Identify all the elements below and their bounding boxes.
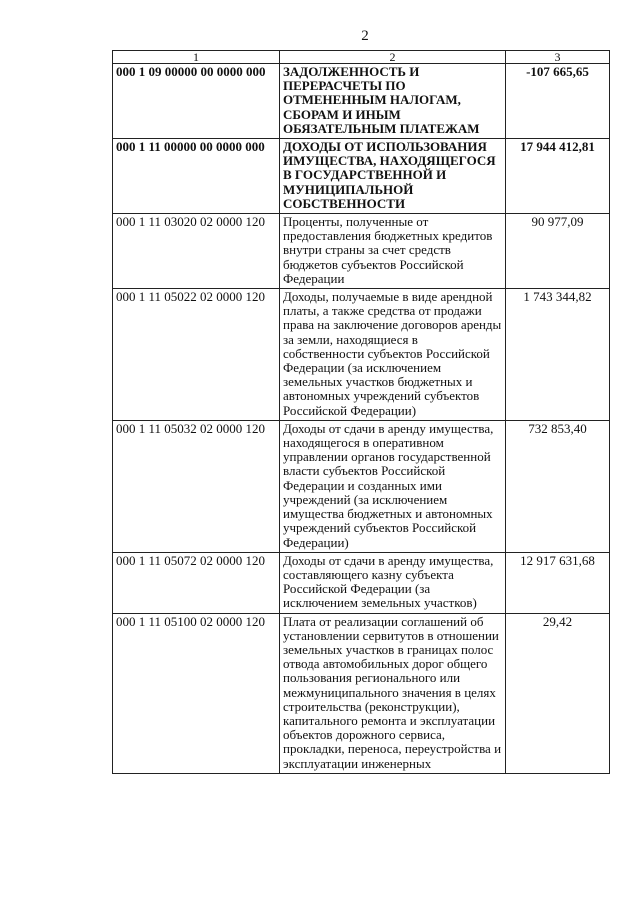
budget-code-cell: 000 1 11 05022 02 0000 120 (113, 289, 280, 421)
amount-cell: 732 853,40 (506, 420, 610, 552)
table-row (113, 613, 610, 773)
amount-cell: -107 665,65 (506, 64, 610, 139)
amount-cell: 12 917 631,68 (506, 552, 610, 613)
table-row (113, 552, 610, 613)
table-row (113, 214, 610, 289)
revenue-name-cell: Доходы от сдачи в аренду имущества, находящегося в оперативном управлении органов государственной власти субъектов Российской Федерации и созданных ими учреждений (за исключением имущества бюджетных и автономных учреждений субъектов Российской Федерации) (280, 420, 506, 552)
budget-code-cell: 000 1 11 05032 02 0000 120 (113, 420, 280, 552)
amount-cell: 17 944 412,81 (506, 139, 610, 214)
budget-code-cell: 000 1 11 03020 02 0000 120 (113, 214, 280, 289)
revenue-name-cell: Плата от реализации соглашений об установлении сервитутов в отношении земельных участков в границах полос отвода автомобильных дорог общего пользования регионального или межмуниципального значения в целях строительства (реконструкции), капитального ремонта и эксплуатации объектов дорожного сервиса, прокладки, переноса, переустройства и эксплуатации инженерных (280, 613, 506, 773)
amount-cell: 29,42 (506, 613, 610, 773)
budget-code-cell: 000 1 11 05072 02 0000 120 (113, 552, 280, 613)
revenue-name-cell: Доходы, получаемые в виде арендной платы, а также средства от продажи права на заключение договоров аренды за земли, находящиеся в собственности субъектов Российской Федерации (за исключением земельных участков бюджетных и автономных учреждений субъектов Российской Федерации) (280, 289, 506, 421)
amount-cell: 1 743 344,82 (506, 289, 610, 421)
budget-code-cell: 000 1 09 00000 00 0000 000 (113, 64, 280, 139)
column-number-2: 2 (280, 51, 506, 64)
column-number-3: 3 (506, 51, 610, 64)
column-number-row (113, 51, 610, 64)
revenue-name-cell: ДОХОДЫ ОТ ИСПОЛЬЗОВАНИЯ ИМУЩЕСТВА, НАХОДЯЩЕГОСЯ В ГОСУДАРСТВЕННОЙ И МУНИЦИПАЛЬНОЙ СОБСТВЕННОСТИ (280, 139, 506, 214)
budget-revenue-table (112, 50, 610, 774)
revenue-name-cell: Проценты, полученные от предоставления бюджетных кредитов внутри страны за счет средств бюджетов субъектов Российской Федерации (280, 214, 506, 289)
budget-code-cell: 000 1 11 00000 00 0000 000 (113, 139, 280, 214)
column-number-1: 1 (113, 51, 280, 64)
table-row (113, 139, 610, 214)
revenue-name-cell: Доходы от сдачи в аренду имущества, составляющего казну субъекта Российской Федерации (за исключением земельных участков) (280, 552, 506, 613)
table-row (113, 64, 610, 139)
budget-code-cell: 000 1 11 05100 02 0000 120 (113, 613, 280, 773)
amount-cell: 90 977,09 (506, 214, 610, 289)
table-row (113, 289, 610, 421)
revenue-name-cell: ЗАДОЛЖЕННОСТЬ И ПЕРЕРАСЧЕТЫ ПО ОТМЕНЕННЫМ НАЛОГАМ, СБОРАМ И ИНЫМ ОБЯЗАТЕЛЬНЫМ ПЛАТЕЖАМ (280, 64, 506, 139)
table-row (113, 420, 610, 552)
page-number: 2 (361, 28, 369, 44)
